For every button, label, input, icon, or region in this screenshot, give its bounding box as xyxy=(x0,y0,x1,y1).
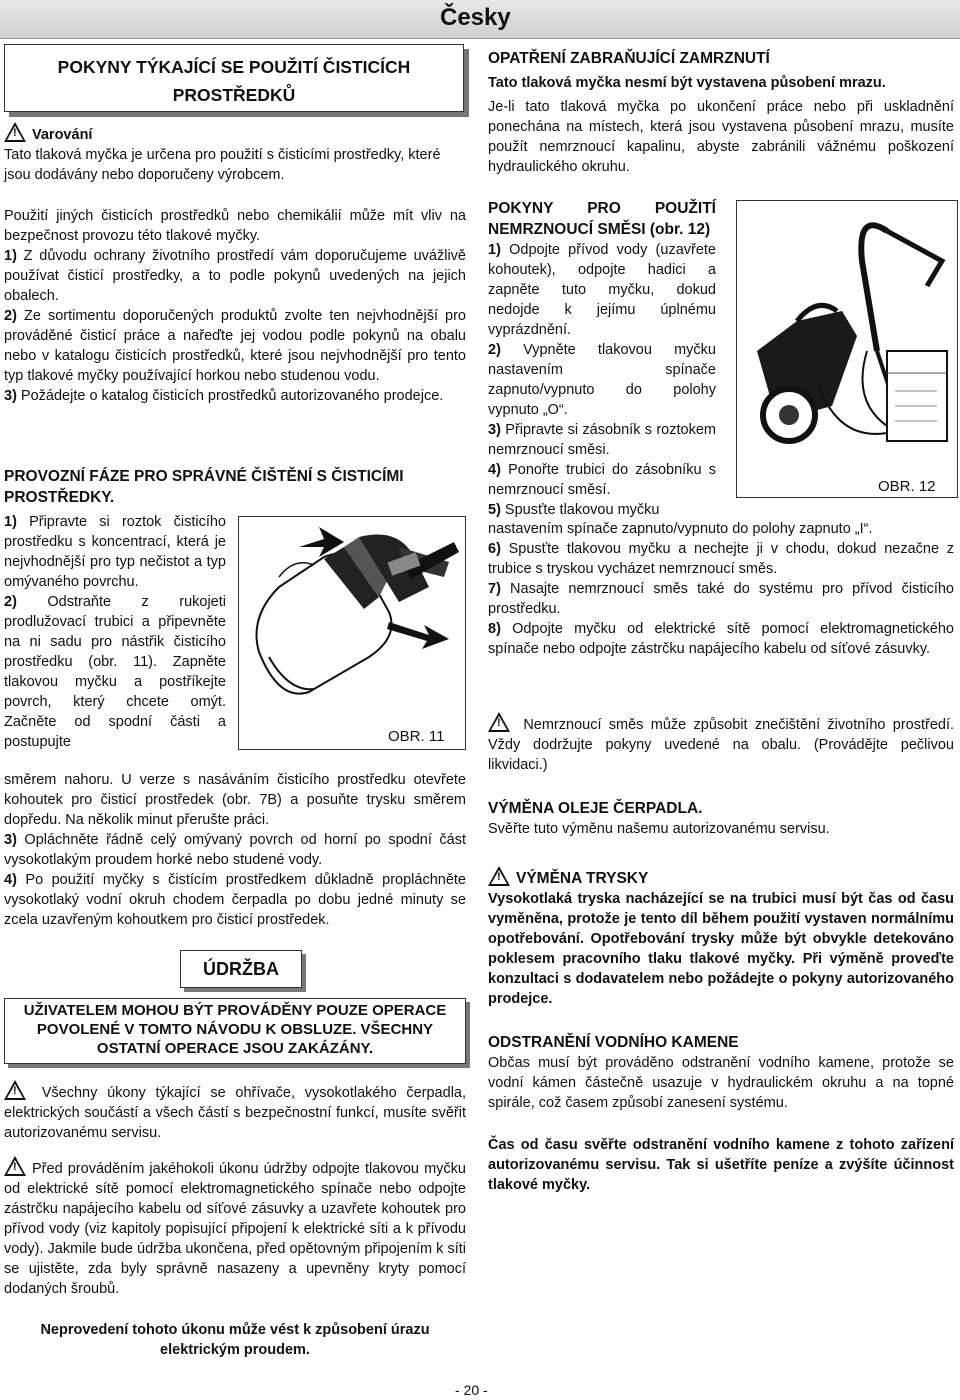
warning-before-text: Před prováděním jakéhokoli úkonu údržby odpojte tlakovou myčku od elektrické sítě pomocí elektromagnetického spínače nebo odpojte zástrčku napájecího kabelu od síťové zásuvky a uzavřete kohoutek pro přívod vody (viz kapitoly popisující připojení k elektrické síti a k přívodu vody). Jakmile bude údržba ukončena, před opětovným připojením k síti se ujistěte, zda byly správně nasazeny a upevněny kryty pomocí dodaných šroubů. xyxy=(4,1161,466,1297)
phase-heading: PROVOZNÍ FÁZE PRO SPRÁVNÉ ČIŠTĚNÍ S ČISTICÍMI PROSTŘEDKY. xyxy=(4,468,404,506)
af-2-number: 2) xyxy=(488,342,501,358)
oil-text: Svěřte tuto výměnu našemu autorizovanému servisu. xyxy=(488,821,830,837)
af-8-text: Odpojte myčku od elektrické sítě pomocí elektromagnetického spínače nebo odpojte zástrčku napájecího kabelu od síťové zásuvky. xyxy=(488,621,954,657)
oil-heading: VÝMĚNA OLEJE ČERPADLA. xyxy=(488,800,703,817)
scale-bold: Čas od času svěřte odstranění vodního kamene z tohoto zařízení autorizovanému servisu. Tak si ušetříte peníze a zvýšíte účinnost tlakové myčky. xyxy=(488,1137,954,1193)
af-7-number: 7) xyxy=(488,581,501,597)
warning-icon xyxy=(488,712,510,732)
item-3-text: Požádejte o katalog čisticích prostředků autorizovaného prodejce. xyxy=(16,388,444,404)
af-4-text: Ponořte trubici do zásobníku s nemrznoucí směsí. xyxy=(488,462,716,498)
warning-text: Tato tlaková myčka je určena pro použití s čisticími prostředky, které jsou dodávány nebo doporučeny výrobcem. xyxy=(4,147,441,183)
af-5-number: 5) xyxy=(488,502,501,518)
phase-2-number: 2) xyxy=(4,594,17,610)
antifreeze-heading: POKYNY PRO POUŽITÍ NEMRZNOUCÍ SMĚSI (obr. 12) xyxy=(488,200,716,238)
phase-3-number: 3) xyxy=(4,832,17,848)
freeze-section xyxy=(488,48,954,177)
figure-11 xyxy=(238,516,466,750)
oil-section xyxy=(488,798,954,839)
page-number: - 20 - xyxy=(455,1382,488,1398)
section-title-box xyxy=(4,44,464,112)
scale-text: Občas musí být prováděno odstranění vodního kamene, protože se vodní kámen částečně usazuje v hydraulickém okruhu a na topné spirále, což časem způsobí zanesení systému. xyxy=(488,1055,954,1111)
final-warning: Neprovedení tohoto úkonu může vést k způsobení úrazu elektrickým proudem. xyxy=(40,1322,430,1358)
freeze-bold: Tato tlaková myčka nesmí být vystavena působení mrazu. xyxy=(488,75,886,91)
af-6-text: Spusťte tlakovou myčku a nechejte ji v chodu, dokud nezačne z trubice s tryskou vycházet nemrznoucí směs. xyxy=(488,541,954,577)
warning-antifreeze xyxy=(488,712,954,775)
af-3-text: Připravte si zásobník s roztokem nemrznoucí směsi. xyxy=(488,422,716,458)
phase-3-text: Opláchněte řádně celý omývaný povrch od horní po spodní část vysokotlakým proudem horké nebo studené vody. xyxy=(4,832,466,868)
af-6-number: 6) xyxy=(488,541,501,557)
figure-11-label: OBR. 11 xyxy=(388,728,445,745)
figure-12-label: OBR. 12 xyxy=(878,478,936,495)
spray-lance-illustration xyxy=(239,517,465,749)
title-line-1: POKYNY TÝKAJÍCÍ SE POUŽITÍ ČISTICÍCH xyxy=(57,57,411,77)
af-4-number: 4) xyxy=(488,462,501,478)
warning-icon xyxy=(4,1080,26,1100)
antifreeze-steps-narrow xyxy=(488,198,716,520)
phase-4-number: 4) xyxy=(4,872,17,888)
para-other-chemicals: Použití jiných čisticích prostředků nebo chemikálií může mít vliv na bezpečnost provozu této tlakové myčky. xyxy=(4,208,466,244)
item-1-number: 1) xyxy=(4,248,17,264)
scale-heading: ODSTRANĚNÍ VODNÍHO KAMENE xyxy=(488,1034,739,1051)
af-8-number: 8) xyxy=(488,621,501,637)
phase-1-text: Připravte si roztok čisticího prostředku s koncentrací, která je nejvhodnější pro typ nečistot a typ omývaného povrchu. xyxy=(4,514,226,590)
figure-12 xyxy=(736,200,958,498)
phase-4-text: Po použití myčky s čistícím prostředkem důkladně propláchněte vysokotlaký vodní okruh chodem čerpadla po dobu jedné minuty se zcela uzavřeným kohoutkem pro čisticí prostředek. xyxy=(4,872,466,928)
item-2-number: 2) xyxy=(4,308,17,324)
warning-heater xyxy=(4,1080,466,1143)
freeze-text: Je-li tato tlaková myčka po ukončení práce nebo při uskladnění ponechána na místech, která jsou vystavena působení mrazu, musíte použít nemrznoucí kapalinu, abyste zabránili vážnému poškození hydraulického okruhu. xyxy=(488,99,954,175)
warning-heater-text: Všechny úkony týkající se ohřívače, vysokotlakého čerpadla, elektrických součástí a všech částí s bezpečnostní funkcí, musíte svěřit autorizovanému servisu. xyxy=(4,1085,467,1141)
language-label: Česky xyxy=(440,4,511,31)
phase-1-number: 1) xyxy=(4,514,17,530)
phase-2-text-a: Odstraňte z rukojeti prodlužovací trubici a připevněte na ni sadu pro nástřik čisticího prostředku (obr. 11). Zapněte tlakovou myčku a postříkejte povrch, který chcete omýt. Začněte od spodní části a postupujte xyxy=(4,594,226,750)
phase-steps-narrow xyxy=(4,512,226,752)
detergent-instructions xyxy=(4,206,466,406)
af-1-text: Odpojte přívod vody (uzavřete kohoutek), odpojte hadici a zapněte tuto myčku, dokud nedojde k jejímu úplnému vyprázdnění. xyxy=(488,242,716,338)
warning-before-maintenance xyxy=(4,1156,466,1299)
language-header xyxy=(0,0,960,39)
maintenance-title: ÚDRŽBA xyxy=(180,950,302,988)
pressure-washer-illustration xyxy=(737,201,957,497)
warning-block xyxy=(4,122,466,185)
phase-2-text-b: směrem nahoru. U verze s nasáváním čisticího prostředku otevřete kohoutek pro čisticí prostředek (obr. 7B) a posuňte trysku směrem dopředu. Na několik minut přerušte práci. xyxy=(4,772,466,828)
item-3-number: 3) xyxy=(4,388,17,404)
phase-steps-wide xyxy=(4,770,466,930)
antifreeze-steps-wide xyxy=(488,519,954,659)
warning-label: Varování xyxy=(32,127,93,143)
warning-antifreeze-text: Nemrznoucí směs může způsobit znečištění životního prostředí. Vždy dodržujte pokyny uvedené na obalu. (Provádějte pečlivou likvidaci.) xyxy=(488,717,954,773)
warning-icon xyxy=(4,122,26,142)
item-1-text: Z důvodu ochrany životního prostředí vám doporučujeme uvážlivě používat čisticí prostředky, a to podle pokynů uvedených na jejich obalech. xyxy=(4,248,466,304)
af-7-text: Nasajte nemrznoucí směs také do systému pro přívod čisticího prostředku. xyxy=(488,581,954,617)
freeze-heading: OPATŘENÍ ZABRAŇUJÍCÍ ZAMRZNUTÍ xyxy=(488,50,770,67)
af-3-number: 3) xyxy=(488,422,501,438)
scale-section xyxy=(488,1032,954,1195)
nozzle-text: Vysokotlaká tryska nacházející se na trubici musí být čas od času vyměněna, protože je tento díl během použití vystaven normálnímu opotřebování. Opotřebování trysky může být obvykle detekováno poklesem pracovního tlaku tlakové myčky. Při výměně proveďte konzultaci s dodavatelem nebo požádejte o pokyny autorizovaného prodejce. xyxy=(488,891,954,1007)
af-2-text: Vypněte tlakovou myčku nastavením spínače zapnuto/vypnuto do polohy vypnuto „O“. xyxy=(488,342,716,418)
warning-icon xyxy=(4,1156,26,1176)
af-5-text-b: nastavením spínače zapnuto/vypnuto do polohy zapnuto „I“. xyxy=(488,521,873,537)
nozzle-heading: VÝMĚNA TRYSKY xyxy=(516,870,649,887)
title-line-2: PROSTŘEDKŮ xyxy=(172,85,296,105)
nozzle-section xyxy=(488,866,954,1009)
item-2-text: Ze sortimentu doporučených produktů zvolte ten nejvhodnější pro prováděné čisticí práce a nařeďte jej vodou podle pokynů na obalu nebo v katalogu čisticích prostředků, které jsou nejvhodnější pro tento typ tlakové myčky používající horkou nebo studenou vodu. xyxy=(4,308,466,384)
warning-icon xyxy=(488,866,510,886)
af-1-number: 1) xyxy=(488,242,501,258)
restriction-notice: UŽIVATELEM MOHOU BÝT PROVÁDĚNY POUZE OPERACE POVOLENÉ V TOMTO NÁVODU K OBSLUZE. VŠECHNY OSTATNÍ OPERACE JSOU ZAKÁZÁNY. xyxy=(4,998,466,1064)
af-5-text-a: Spusťte tlakovou myčku xyxy=(500,502,660,518)
